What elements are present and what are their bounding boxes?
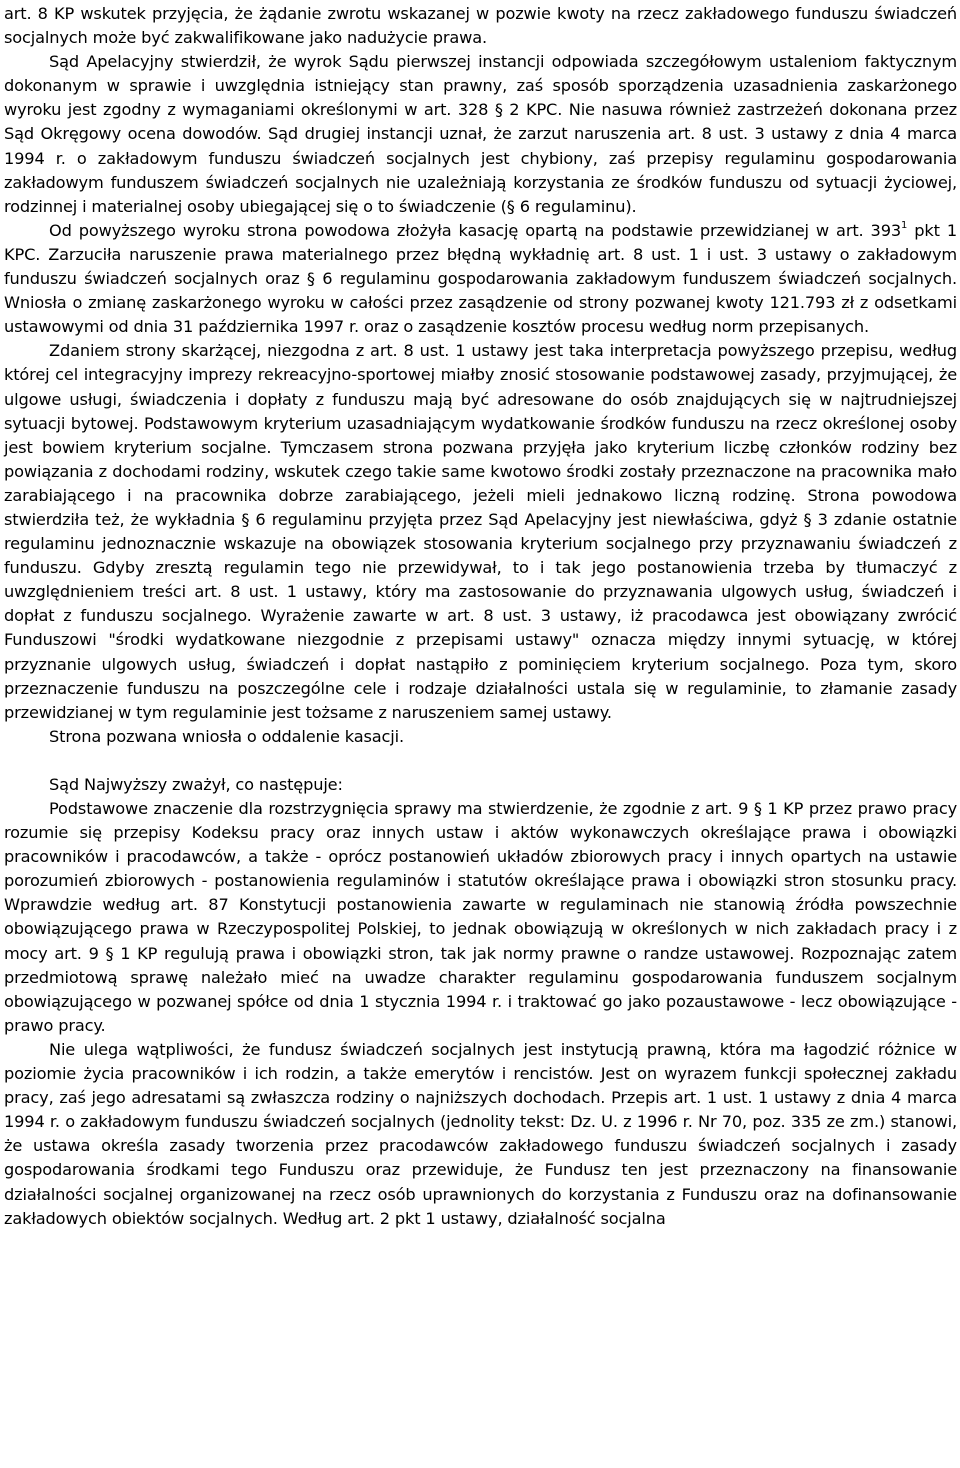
paragraph-6-heading: Sąd Najwyższy zważył, co następuje: (49, 774, 343, 794)
paragraph-3-text-before: Od powyższego wyroku strona powodowa złożyła kasację opartą na podstawie przewidzianej w art. 393 (49, 220, 902, 240)
paragraph-7: Podstawowe znaczenie dla rozstrzygnięcia sprawy ma stwierdzenie, że zgodnie z art. 9 § 1 KP przez prawo pracy rozumie się przepisy Kodeksu pracy oraz innych ustaw i aktów wykonawczych określające prawa i obowiązki pracowników i pracodawców, a także - oprócz postanowień układów zbiorowych pracy i innych opartych na ustawie porozumień zbiorowych - postanowienia regulaminów i statutów określające prawa i obowiązki stron stosunku pracy. Wprawdzie według art. 87 Konstytucji postanowienia zawarte w regulaminach nie stanowią źródła powszechnie obowiązującego prawa w Rzeczypospolitej Polskiej, to jednak obowiązują w określonych w nich zakładach pracy i z mocy art. 9 § 1 KP regulują prawa i obowiązki stron, tak jak normy prawne o randze ustawowej. Rozpoznając zatem przedmiotową sprawę należało mieć na uwadze charakter regulaminu gospodarowania funduszem socjalnym obowiązującego w pozwanej spółce od dnia 1 stycznia 1994 r. i traktować go jako pozaustawowe - lecz obowiązujące - prawo pracy. (4, 799, 957, 1035)
article-superscript: 1 (901, 220, 908, 232)
paragraph-4: Zdaniem strony skarżącej, niezgodna z art. 8 ust. 1 ustawy jest taka interpretacja powyższego przepisu, według której cel integracyjny imprezy rekreacyjno-sportowej miałby znosić stosowanie podstawowej zasady, przyjmującej, że ulgowe usługi, świadczenia i dopłaty z funduszu mają być adresowane do osób znajdujących się w najtrudniejszej sytuacji bytowej. Podstawowym kryterium uzasadniającym wydatkowanie środków funduszu na rzecz określonej osoby jest bowiem kryterium socjalne. Tymczasem strona pozwana przyjęła jako kryterium liczbę członków rodziny bez powiązania z dochodami rodziny, wskutek czego takie same kwotowo środki zostały przeznaczone na pracownika mało zarabiającego i na pracownika dobrze zarabiającego, jeżeli mieli jednakowo liczną rodzinę. Strona powodowa stwierdziła też, że wykładnia § 6 regulaminu przyjęta przez Sąd Apelacyjny jest niewłaściwa, gdyż § 3 zdanie ostatnie regulaminu jednoznacznie wskazuje na obowiązek stosowania kryterium socjalnego przy przyznawaniu świadczeń z funduszu. Gdyby zresztą regulamin tego nie przewidywał, to i tak jego postanowienia trzeba by tłumaczyć z uwzględnieniem treści art. 8 ust. 1 ustawy, który ma zastosowanie do przyznawania ulgowych usług, świadczeń i dopłat z funduszu socjalnego. Wyrażenie zawarte w art. 8 ust. 3 ustawy, iż pracodawca jest obowiązany zwrócić Funduszowi "środki wydatkowane niezgodnie z przepisami ustawy" oznacza między innymi sytuację, w której przyznanie ulgowych usług, świadczeń i dopłat nastąpiło z pominięciem kryterium socjalnego. Poza tym, skoro przeznaczenie funduszu na poszczególne cele i rodzaje działalności ustala się w regulaminie, to złamanie zasady przewidzianej w tym regulaminie jest tożsame z naruszeniem samej ustawy. (4, 341, 957, 722)
document-page (4, 2, 957, 1231)
paragraph-3 (4, 219, 957, 339)
paragraph-1: art. 8 KP wskutek przyjęcia, że żądanie zwrotu wskazanej w pozwie kwoty na rzecz zakładowego funduszu świadczeń socjalnych może być zakwalifikowane jako nadużycie prawa. (4, 4, 957, 48)
paragraph-2: Sąd Apelacyjny stwierdził, że wyrok Sądu pierwszej instancji odpowiada szczegółowym ustaleniom faktycznym dokonanym w sprawie i uwzględnia istniejący stan prawny, zaś sposób sporządzenia uzasadnienia zaskarżonego wyroku jest zgodny z wymaganiami określonymi w art. 328 § 2 KPC. Nie nasuwa również zastrzeżeń dokonana przez Sąd Okręgowy ocena dowodów. Sąd drugiej instancji uznał, że zarzut naruszenia art. 8 ust. 3 ustawy z dnia 4 marca 1994 r. o zakładowym funduszu świadczeń socjalnych jest chybiony, zaś przepisy regulaminu gospodarowania zakładowym funduszem świadczeń socjalnych nie uzależniają korzystania ze środków funduszu od sytuacji życiowej, rodzinnej i materialnej osoby ubiegającej się o to świadczenie (§ 6 regulaminu). (4, 52, 957, 216)
paragraph-8: Nie ulega wątpliwości, że fundusz świadczeń socjalnych jest instytucją prawną, która ma łagodzić różnice w poziomie życia pracowników i ich rodzin, a także emerytów i rencistów. Jest on wyrazem funkcji społecznej zakładu pracy, zaś jego adresatami są zwłaszcza rodziny o najniższych dochodach. Przepis art. 1 ust. 1 ustawy z dnia 4 marca 1994 r. o zakładowym funduszu świadczeń socjalnych (jednolity tekst: Dz. U. z 1996 r. Nr 70, poz. 335 ze zm.) stanowi, że ustawa określa zasady tworzenia przez pracodawców zakładowego funduszu świadczeń socjalnych i zasady gospodarowania środkami tego Funduszu oraz przewiduje, że Fundusz ten jest przeznaczony na finansowanie działalności socjalnej organizowanej na rzecz osób uprawnionych do korzystania z Funduszu oraz na dofinansowanie zakładowych obiektów socjalnych. Według art. 2 pkt 1 ustawy, działalność socjalna (4, 1039, 957, 1228)
paragraph-3-text-after: pkt 1 KPC. Zarzuciła naruszenie prawa materialnego przez błędną wykładnię art. 8 ust. 1 i ust. 3 ustawy o zakładowym funduszu świadczeń socjalnych oraz § 6 regulaminu gospodarowania zakładowym funduszem świadczeń socjalnych. Wniosła o zmianę zaskarżonego wyroku w całości przez zasądzenie od strony pozwanej kwoty 121.793 zł z odsetkami ustawowymi od dnia 31 października 1997 r. oraz o zasądzenie kosztów procesu według norm przepisanych. (4, 220, 957, 337)
paragraph-spacer (4, 749, 957, 773)
paragraph-5: Strona pozwana wniosła o oddalenie kasacji. (49, 726, 405, 746)
